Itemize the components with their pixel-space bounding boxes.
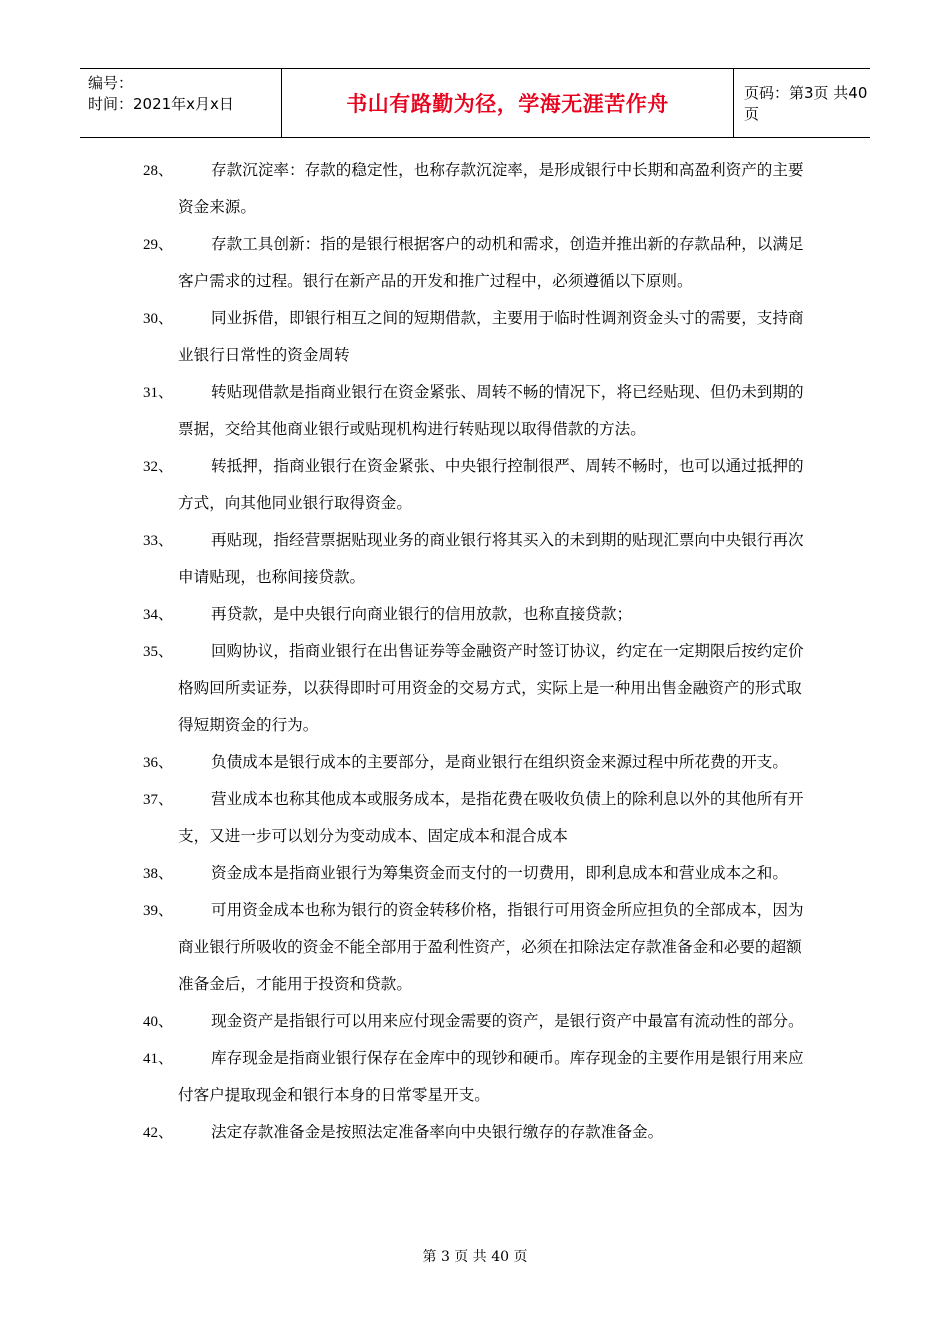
glossary-entry: [143, 300, 815, 374]
entry-number: 37、: [143, 792, 174, 808]
entry-text: 再贷款，是中央银行向商业银行的信用放款，也称直接贷款；: [211, 605, 633, 623]
glossary-entry: [143, 744, 815, 781]
glossary-entry: [143, 855, 815, 892]
entry-text: 存款沉淀率：存款的稳定性，也称存款沉淀率，是形成银行中长期和高盈利资产的主要资金来源。: [178, 161, 804, 216]
entry-number: 35、: [143, 644, 174, 660]
page-footer: 第 3 页 共 40 页: [422, 1249, 528, 1265]
entry-number: 36、: [143, 755, 174, 771]
entry-number: 34、: [143, 607, 174, 623]
glossary-entry: [143, 522, 815, 596]
page-header: [80, 68, 870, 138]
glossary-entry: [143, 152, 815, 226]
entry-number: 41、: [143, 1051, 174, 1067]
entry-text: 转贴现借款是指商业银行在资金紧张、周转不畅的情况下，将已经贴现、但仍未到期的票据，交给其他商业银行或贴现机构进行转贴现以取得借款的方法。: [178, 383, 804, 438]
glossary-entry: [143, 1040, 815, 1114]
entry-text: 可用资金成本也称为银行的资金转移价格，指银行可用资金所应担负的全部成本，因为商业银行所吸收的资金不能全部用于盈利性资产，必须在扣除法定存款准备金和必要的超额准备金后，才能用于投资和贷款。: [178, 901, 804, 993]
entry-number: 33、: [143, 533, 174, 549]
entry-text: 资金成本是指商业银行为筹集资金而支付的一切费用，即利息成本和营业成本之和。: [211, 864, 788, 882]
glossary-list: [143, 152, 815, 1151]
glossary-entry: [143, 226, 815, 300]
entry-text: 存款工具创新：指的是银行根据客户的动机和需求，创造并推出新的存款品种，以满足客户需求的过程。银行在新产品的开发和推广过程中，必须遵循以下原则。: [178, 235, 804, 290]
glossary-entry: [143, 374, 815, 448]
entry-text: 同业拆借，即银行相互之间的短期借款，主要用于临时性调剂资金头寸的需要，支持商业银行日常性的资金周转: [178, 309, 804, 364]
entry-number: 30、: [143, 311, 174, 327]
glossary-entry: [143, 633, 815, 744]
header-motto: 书山有路勤为径，学海无涯苦作舟: [346, 92, 669, 116]
entry-number: 28、: [143, 163, 174, 179]
entry-number: 38、: [143, 866, 174, 882]
document-date-label: 时间：2021年x月x日: [88, 95, 234, 113]
glossary-entry: [143, 1114, 815, 1151]
entry-text: 再贴现，指经营票据贴现业务的商业银行将其买入的未到期的贴现汇票向中央银行再次申请贴现，也称间接贷款。: [178, 531, 804, 586]
entry-text: 营业成本也称其他成本或服务成本，是指花费在吸收负债上的除利息以外的其他所有开支，又进一步可以划分为变动成本、固定成本和混合成本: [178, 790, 804, 845]
header-page-number: 页码：第3页 共40页: [744, 84, 868, 123]
entry-text: 现金资产是指银行可以用来应付现金需要的资产，是银行资产中最富有流动性的部分。: [211, 1012, 804, 1030]
header-page-cell: [734, 69, 870, 137]
entry-text: 回购协议，指商业银行在出售证券等金融资产时签订协议，约定在一定期限后按约定价格购回所卖证券，以获得即时可用资金的交易方式，实际上是一种用出售金融资产的形式取得短期资金的行为。: [178, 642, 804, 734]
entry-text: 法定存款准备金是按照法定准备率向中央银行缴存的存款准备金。: [211, 1123, 664, 1141]
entry-number: 42、: [143, 1125, 174, 1141]
glossary-entry: [143, 1003, 815, 1040]
glossary-entry: [143, 448, 815, 522]
entry-number: 40、: [143, 1014, 174, 1030]
glossary-entry: [143, 781, 815, 855]
entry-text: 库存现金是指商业银行保存在金库中的现钞和硬币。库存现金的主要作用是银行用来应付客户提取现金和银行本身的日常零星开支。: [178, 1049, 804, 1104]
entry-number: 31、: [143, 385, 174, 401]
header-meta: [80, 69, 282, 137]
entry-text: 负债成本是银行成本的主要部分，是商业银行在组织资金来源过程中所花费的开支。: [211, 753, 788, 771]
entry-number: 32、: [143, 459, 174, 475]
entry-text: 转抵押，指商业银行在资金紧张、中央银行控制很严、周转不畅时，也可以通过抵押的方式，向其他同业银行取得资金。: [178, 457, 804, 512]
glossary-entry: [143, 596, 815, 633]
entry-number: 29、: [143, 237, 174, 253]
glossary-entry: [143, 892, 815, 1003]
entry-number: 39、: [143, 903, 174, 919]
header-motto-cell: [282, 69, 734, 137]
document-number-label: 编号：: [88, 74, 134, 92]
